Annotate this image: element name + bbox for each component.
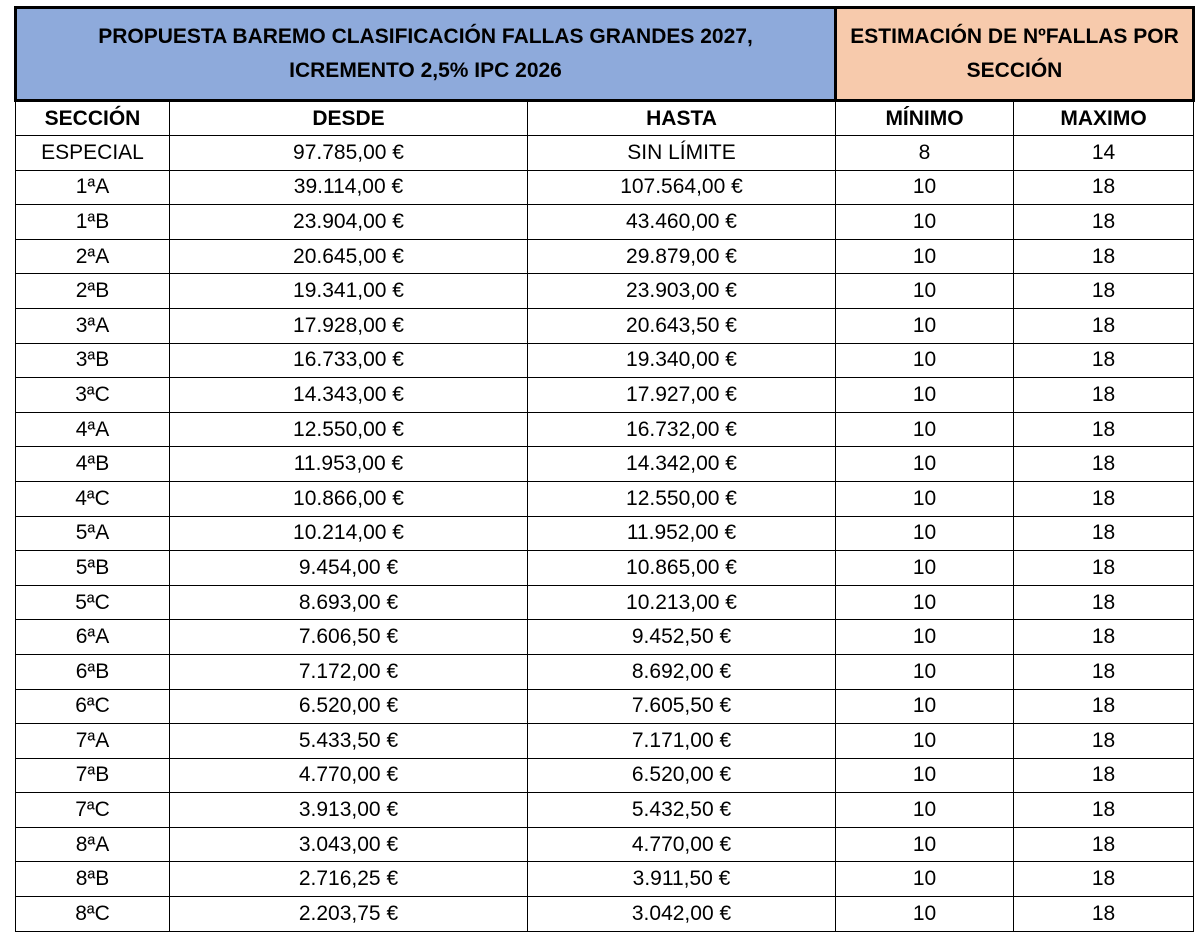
estimate-header — [836, 8, 1194, 101]
maximo-cell: 18 — [1014, 274, 1194, 309]
desde-cell: 3.913,00 € — [170, 793, 528, 828]
maximo-cell: 18 — [1014, 239, 1194, 274]
minimo-cell: 10 — [836, 654, 1014, 689]
maximo-cell: 18 — [1014, 308, 1194, 343]
minimo-cell: 10 — [836, 205, 1014, 240]
minimo-cell: 10 — [836, 481, 1014, 516]
seccion-cell: 5ªB — [16, 551, 170, 586]
table-row — [16, 205, 1194, 240]
maximo-cell: 18 — [1014, 481, 1194, 516]
table-title-line-1: PROPUESTA BAREMO CLASIFICACIÓN FALLAS GRANDES 2027, — [98, 25, 753, 48]
desde-cell: 19.341,00 € — [170, 274, 528, 309]
seccion-cell: 6ªC — [16, 689, 170, 724]
maximo-cell: 18 — [1014, 654, 1194, 689]
seccion-cell: 5ªC — [16, 585, 170, 620]
hasta-cell: 43.460,00 € — [528, 205, 836, 240]
hasta-cell: 20.643,50 € — [528, 308, 836, 343]
maximo-cell: 18 — [1014, 170, 1194, 205]
table-row — [16, 862, 1194, 897]
desde-cell: 23.904,00 € — [170, 205, 528, 240]
minimo-cell: 10 — [836, 343, 1014, 378]
minimo-cell: 10 — [836, 516, 1014, 551]
seccion-cell: 4ªA — [16, 412, 170, 447]
column-header-desde: DESDE — [170, 101, 528, 136]
table-row — [16, 447, 1194, 482]
desde-cell: 11.953,00 € — [170, 447, 528, 482]
table-row — [16, 481, 1194, 516]
desde-cell: 8.693,00 € — [170, 585, 528, 620]
table-row — [16, 827, 1194, 862]
maximo-cell: 18 — [1014, 620, 1194, 655]
table-row — [16, 274, 1194, 309]
hasta-cell: 10.213,00 € — [528, 585, 836, 620]
desde-cell: 9.454,00 € — [170, 551, 528, 586]
hasta-cell: 6.520,00 € — [528, 758, 836, 793]
desde-cell: 39.114,00 € — [170, 170, 528, 205]
desde-cell: 6.520,00 € — [170, 689, 528, 724]
minimo-cell: 10 — [836, 378, 1014, 413]
minimo-cell: 10 — [836, 758, 1014, 793]
hasta-cell: 107.564,00 € — [528, 170, 836, 205]
hasta-cell: 8.692,00 € — [528, 654, 836, 689]
seccion-cell: 4ªB — [16, 447, 170, 482]
seccion-cell: 2ªB — [16, 274, 170, 309]
desde-cell: 2.716,25 € — [170, 862, 528, 897]
desde-cell: 14.343,00 € — [170, 378, 528, 413]
seccion-cell: 8ªB — [16, 862, 170, 897]
hasta-cell: 17.927,00 € — [528, 378, 836, 413]
table-row — [16, 170, 1194, 205]
column-header-seccion: SECCIÓN — [16, 101, 170, 136]
maximo-cell: 18 — [1014, 897, 1194, 932]
maximo-cell: 18 — [1014, 585, 1194, 620]
seccion-cell: 8ªC — [16, 897, 170, 932]
desde-cell: 16.733,00 € — [170, 343, 528, 378]
desde-cell: 5.433,50 € — [170, 724, 528, 759]
estimate-header-line-2: SECCIÓN — [966, 59, 1063, 82]
seccion-cell: 7ªB — [16, 758, 170, 793]
table-row — [16, 412, 1194, 447]
table-row — [16, 654, 1194, 689]
column-header-hasta: HASTA — [528, 101, 836, 136]
maximo-cell: 18 — [1014, 378, 1194, 413]
column-header-maximo: MAXIMO — [1014, 101, 1194, 136]
seccion-cell: 7ªC — [16, 793, 170, 828]
maximo-cell: 18 — [1014, 551, 1194, 586]
table-row — [16, 136, 1194, 171]
minimo-cell: 10 — [836, 585, 1014, 620]
minimo-cell: 10 — [836, 412, 1014, 447]
hasta-cell: 10.865,00 € — [528, 551, 836, 586]
hasta-cell: SIN LÍMITE — [528, 136, 836, 171]
maximo-cell: 18 — [1014, 447, 1194, 482]
maximo-cell: 18 — [1014, 827, 1194, 862]
column-header-minimo: MÍNIMO — [836, 101, 1014, 136]
seccion-cell: 3ªC — [16, 378, 170, 413]
minimo-cell: 10 — [836, 551, 1014, 586]
table-row — [16, 516, 1194, 551]
table-row — [16, 378, 1194, 413]
maximo-cell: 18 — [1014, 758, 1194, 793]
table-row — [16, 551, 1194, 586]
table-row — [16, 793, 1194, 828]
minimo-cell: 10 — [836, 274, 1014, 309]
baremo-table — [14, 6, 1195, 932]
maximo-cell: 18 — [1014, 412, 1194, 447]
table-row — [16, 897, 1194, 932]
minimo-cell: 10 — [836, 897, 1014, 932]
minimo-cell: 10 — [836, 170, 1014, 205]
hasta-cell: 11.952,00 € — [528, 516, 836, 551]
desde-cell: 17.928,00 € — [170, 308, 528, 343]
minimo-cell: 10 — [836, 620, 1014, 655]
hasta-cell: 7.171,00 € — [528, 724, 836, 759]
hasta-cell: 4.770,00 € — [528, 827, 836, 862]
maximo-cell: 18 — [1014, 343, 1194, 378]
seccion-cell: 1ªB — [16, 205, 170, 240]
hasta-cell: 12.550,00 € — [528, 481, 836, 516]
hasta-cell: 9.452,50 € — [528, 620, 836, 655]
seccion-cell: 6ªA — [16, 620, 170, 655]
seccion-cell: 2ªA — [16, 239, 170, 274]
table-row — [16, 620, 1194, 655]
hasta-cell: 23.903,00 € — [528, 274, 836, 309]
table-row — [16, 758, 1194, 793]
seccion-cell: 5ªA — [16, 516, 170, 551]
minimo-cell: 10 — [836, 239, 1014, 274]
maximo-cell: 18 — [1014, 793, 1194, 828]
seccion-cell: ESPECIAL — [16, 136, 170, 171]
maximo-cell: 18 — [1014, 862, 1194, 897]
seccion-cell: 1ªA — [16, 170, 170, 205]
table-row — [16, 724, 1194, 759]
desde-cell: 7.606,50 € — [170, 620, 528, 655]
seccion-cell: 7ªA — [16, 724, 170, 759]
minimo-cell: 10 — [836, 862, 1014, 897]
minimo-cell: 10 — [836, 689, 1014, 724]
seccion-cell: 3ªA — [16, 308, 170, 343]
hasta-cell: 3.042,00 € — [528, 897, 836, 932]
minimo-cell: 10 — [836, 724, 1014, 759]
table-row — [16, 585, 1194, 620]
minimo-cell: 8 — [836, 136, 1014, 171]
hasta-cell: 29.879,00 € — [528, 239, 836, 274]
table-title-line-2: ICREMENTO 2,5% IPC 2026 — [289, 59, 562, 82]
minimo-cell: 10 — [836, 793, 1014, 828]
table-row — [16, 308, 1194, 343]
desde-cell: 12.550,00 € — [170, 412, 528, 447]
maximo-cell: 18 — [1014, 724, 1194, 759]
desde-cell: 10.866,00 € — [170, 481, 528, 516]
desde-cell: 4.770,00 € — [170, 758, 528, 793]
hasta-cell: 19.340,00 € — [528, 343, 836, 378]
table-row — [16, 343, 1194, 378]
maximo-cell: 18 — [1014, 516, 1194, 551]
desde-cell: 10.214,00 € — [170, 516, 528, 551]
maximo-cell: 18 — [1014, 205, 1194, 240]
minimo-cell: 10 — [836, 827, 1014, 862]
maximo-cell: 18 — [1014, 689, 1194, 724]
minimo-cell: 10 — [836, 447, 1014, 482]
title-row — [16, 8, 1194, 101]
hasta-cell: 7.605,50 € — [528, 689, 836, 724]
desde-cell: 2.203,75 € — [170, 897, 528, 932]
table-row — [16, 689, 1194, 724]
seccion-cell: 3ªB — [16, 343, 170, 378]
seccion-cell: 6ªB — [16, 654, 170, 689]
minimo-cell: 10 — [836, 308, 1014, 343]
table-row — [16, 239, 1194, 274]
maximo-cell: 14 — [1014, 136, 1194, 171]
table-title — [16, 8, 836, 101]
estimate-header-line-1: ESTIMACIÓN DE NºFALLAS POR — [850, 25, 1179, 48]
seccion-cell: 4ªC — [16, 481, 170, 516]
desde-cell: 20.645,00 € — [170, 239, 528, 274]
hasta-cell: 16.732,00 € — [528, 412, 836, 447]
desde-cell: 97.785,00 € — [170, 136, 528, 171]
desde-cell: 7.172,00 € — [170, 654, 528, 689]
seccion-cell: 8ªA — [16, 827, 170, 862]
column-header-row — [16, 101, 1194, 136]
hasta-cell: 5.432,50 € — [528, 793, 836, 828]
hasta-cell: 14.342,00 € — [528, 447, 836, 482]
desde-cell: 3.043,00 € — [170, 827, 528, 862]
hasta-cell: 3.911,50 € — [528, 862, 836, 897]
